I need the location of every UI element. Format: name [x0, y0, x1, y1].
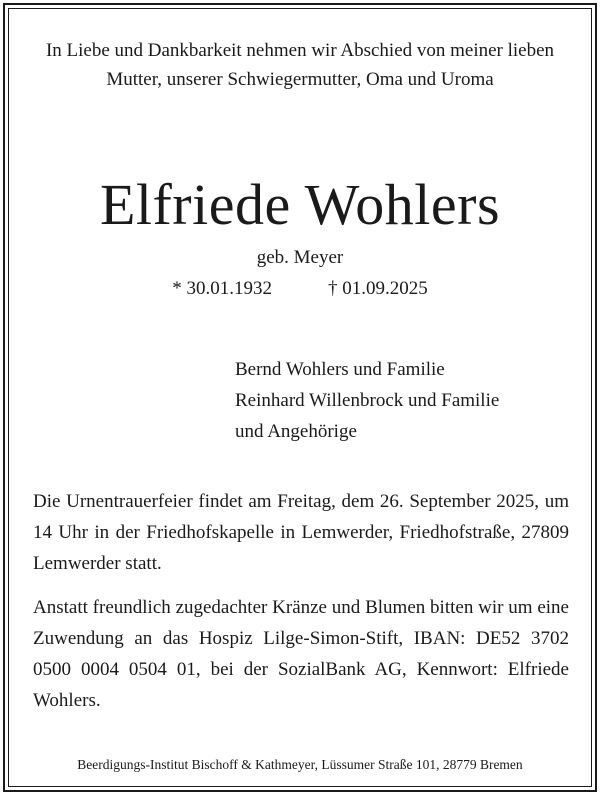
mourner-line: und Angehörige	[235, 421, 357, 442]
life-dates	[0, 276, 600, 302]
mourner-line: Reinhard Willenbrock und Familie	[235, 390, 500, 411]
funeral-home-footer: Beerdigungs-Institut Bischoff & Kathmeyer, Lüssumer Straße 101, 28779 Bremen	[77, 757, 523, 772]
birth-date: * 30.01.1932	[172, 278, 272, 299]
donation-paragraph: Anstatt freundlich zugedachter Kränze und Blumen bitten wir um eine Zuwendung an das Hospiz Lilge-Simon-Stift, IBAN: DE52 3702 0500 0004 0504 01, bei der SozialBank AG, Kennwort: Elfriede Wohlers.	[33, 597, 569, 711]
mourner-line: Bernd Wohlers und Familie	[235, 359, 445, 380]
maiden-name: geb. Meyer	[256, 247, 344, 268]
death-date: † 01.09.2025	[328, 278, 428, 299]
ceremony-paragraph: Die Urnentrauerfeier findet am Freitag, dem 26. September 2025, um 14 Uhr in der Friedhofskapelle in Lemwerder, Friedhofstraße, 27809 Lemwerder statt.	[33, 491, 569, 574]
intro-text: In Liebe und Dankbarkeit nehmen wir Abschied von meiner lieben Mutter, unserer Schwiegermutter, Oma und Uroma	[45, 40, 555, 90]
deceased-name: Elfriede Wohlers	[99, 172, 501, 237]
mourners-list	[235, 354, 575, 447]
